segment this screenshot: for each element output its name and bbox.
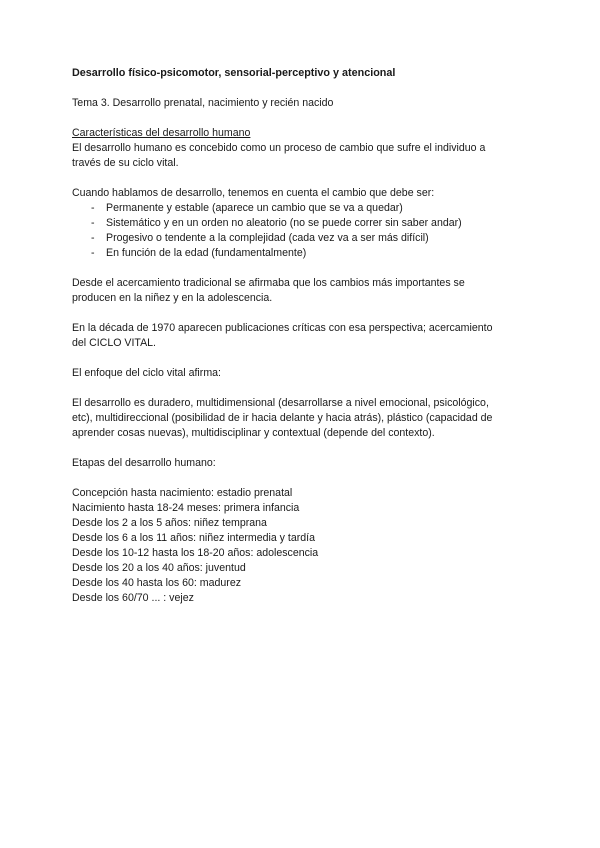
intro-line-2: través de su ciclo vital.	[72, 157, 179, 169]
traditional-line-1: Desde el acercamiento tradicional se afirmaba que los cambios más importantes se	[72, 277, 465, 289]
change-intro: Cuando hablamos de desarrollo, tenemos en cuenta el cambio que debe ser:	[72, 187, 435, 199]
change-bullet-text: En función de la edad (fundamentalmente)	[106, 247, 307, 259]
dash-marker: -	[91, 232, 95, 244]
life-cycle-intro: El enfoque del ciclo vital afirma:	[72, 367, 221, 379]
document-subtitle: Tema 3. Desarrollo prenatal, nacimiento y recién nacido	[72, 97, 334, 109]
change-bullet-item	[72, 201, 532, 216]
stage-list	[72, 486, 532, 606]
section-heading: Características del desarrollo humano	[72, 127, 251, 139]
life-cycle-line-3: aprender cosas nuevas), multidisciplinar y contextual (depende del contexto).	[72, 427, 435, 439]
stage-item: Concepción hasta nacimiento: estadio prenatal	[72, 487, 293, 499]
decade-line-1: En la década de 1970 aparecen publicaciones críticas con esa perspectiva; acercamiento	[72, 322, 493, 334]
stage-item: Desde los 2 a los 5 años: niñez temprana	[72, 517, 267, 529]
document-title: Desarrollo físico-psicomotor, sensorial-perceptivo y atencional	[72, 67, 396, 79]
change-bullet-item	[72, 216, 532, 231]
change-bullet-text: Permanente y estable (aparece un cambio que se va a quedar)	[106, 202, 403, 214]
stage-item: Desde los 20 a los 40 años: juventud	[72, 562, 246, 574]
stage-item: Desde los 6 a los 11 años: niñez intermedia y tardía	[72, 532, 316, 544]
life-cycle-line-1: El desarrollo es duradero, multidimensional (desarrollarse a nivel emocional, psicológico,	[72, 397, 489, 409]
dash-marker: -	[91, 217, 95, 229]
document-page	[72, 66, 532, 606]
change-bullet-text: Sistemático y en un orden no aleatorio (no se puede correr sin saber andar)	[106, 217, 462, 229]
traditional-line-2: producen en la niñez y en la adolescencia.	[72, 292, 273, 304]
dash-marker: -	[91, 202, 95, 214]
life-cycle-line-2: etc), multidireccional (posibilidad de ir hacia delante y hacia atrás), plástico (capacidad de	[72, 412, 493, 424]
dash-marker: -	[91, 247, 95, 259]
stage-item: Desde los 60/70 ... : vejez	[72, 592, 194, 604]
stage-item: Desde los 10-12 hasta los 18-20 años: adolescencia	[72, 547, 319, 559]
intro-line-1: El desarrollo humano es concebido como un proceso de cambio que sufre el individuo a	[72, 142, 486, 154]
decade-line-2: del CICLO VITAL.	[72, 337, 156, 349]
change-bullet-list	[72, 201, 532, 261]
stage-item: Nacimiento hasta 18-24 meses: primera infancia	[72, 502, 300, 514]
change-bullet-item	[72, 246, 532, 261]
change-bullet-item	[72, 231, 532, 246]
change-bullet-text: Progesivo o tendente a la complejidad (cada vez va a ser más difícil)	[106, 232, 429, 244]
stage-item: Desde los 40 hasta los 60: madurez	[72, 577, 242, 589]
stages-heading: Etapas del desarrollo humano:	[72, 457, 216, 469]
